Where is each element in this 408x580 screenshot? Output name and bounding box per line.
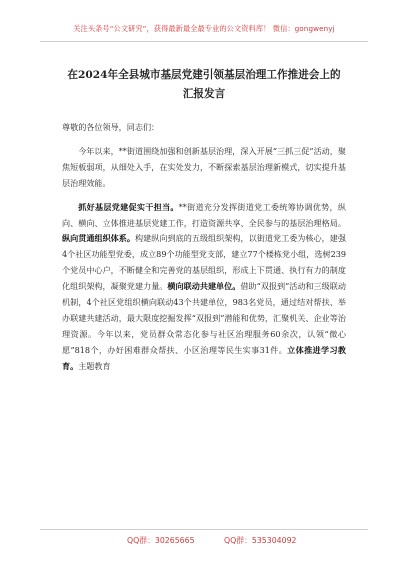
footer-divider (40, 529, 368, 530)
footer-qq-group-1: QQ群：30265665 (127, 536, 195, 545)
document-title (50, 66, 358, 104)
document-body (62, 120, 346, 375)
paragraph-party-building (62, 200, 346, 375)
paragraph-text: 主题教育 (78, 360, 111, 371)
title-line-2: 汇报发言 (182, 88, 226, 100)
header-divider (40, 41, 368, 42)
subheading-vertical: 纵向贯通组织体系。 (62, 233, 136, 244)
header-banner: 关注头条号“公文研究”，获得最新最全最专业的公文资料库！ 微信：gongwenyj (73, 24, 335, 33)
paragraph-text: 借助“双报到”活动和三级联动机制，4个社区党组织横向联动43个共建单位，983名党员，通过结对帮扶、举办联建共建活动，最大限度挖掘发挥“双报到”潜能和优势，汇聚机关、企业等治理资源。今年以来，党员群众常态化参与社区治理服务60余次，认领“微心愿”818个，办好困难群众帮扶、小区治理等民生实事31件。 (62, 281, 346, 355)
greeting: 尊敬的各位领导，同志们： (62, 122, 160, 132)
subheading-horizontal: 横向联动共建单位。 (167, 281, 241, 292)
title-line-1: 在2024年全县城市基层党建引领基层治理工作推进会上的 (67, 69, 341, 81)
section-heading: 抓好基层党建促实干担当。 (78, 201, 179, 212)
footer-qq-group-2: QQ群：535304092 (224, 536, 297, 545)
subheading-study: 立体推进学习教育。 (62, 344, 346, 371)
paragraph-text: **街道充分发挥街道党工委统筹协调优势，纵向、横向、立体推进基层党建工作，打造资源共享、全民参与的基层治理格局。 (62, 201, 346, 228)
paragraph-text: 构建纵向到底的五级组织架构，以街道党工委为核心，建强4个社区功能型党委，成立89个功能型党支部，建立77个楼栋党小组，选树239个党员中心户，不断健全和完善党的基层组织，形成上下贯通、执行有力的制度化组织架构，凝聚党建力量。 (62, 233, 347, 292)
paragraph-intro: 今年以来，**街道围绕加强和创新基层治理，深入开展“三抓三促”活动，聚焦短板弱项，从细处入手，在实处发力，不断探索基层治理新模式，切实提升基层治理效能。 (62, 145, 346, 188)
